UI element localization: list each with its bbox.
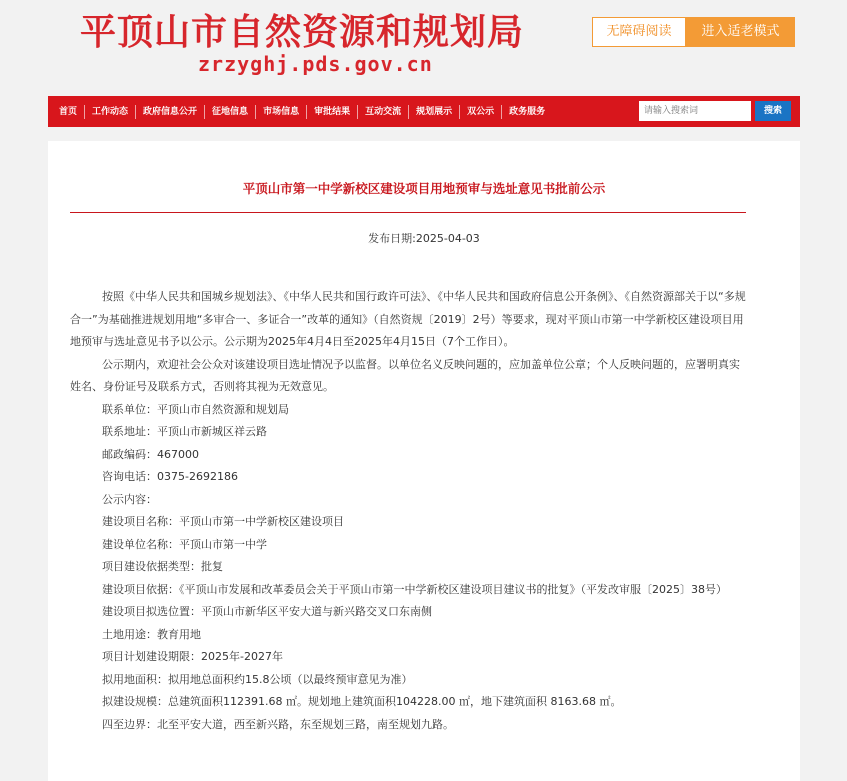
article-container [48, 141, 800, 781]
nav-item-gov-info[interactable]: 政府信息公开 [136, 105, 205, 119]
accessible-reading-button[interactable]: 无障碍阅读 [592, 17, 686, 47]
article-body [70, 286, 746, 736]
paragraph-legal-basis: 按照《中华人民共和国城乡规划法》、《中华人民共和国行政许可法》、《中华人民共和国政府信息公开条例》、《自然资源部关于以“多规合一”为基础推进规划用地“多审合一、多证合一”改革的通知》（自然资规〔2019〕2号）等要求，现对平顶山市第一中学新校区建设项目用地预审与选址意见书予以公示。公示期为2025年4月4日至2025年4月15日（7个工作日）。 [70, 290, 746, 348]
notice-content-heading: 公示内容： [102, 492, 157, 506]
postal-code: 邮政编码：467000 [102, 447, 199, 461]
title-divider [70, 212, 746, 213]
land-use: 土地用途：教育用地 [102, 627, 201, 641]
basis-type: 项目建设依据类型：批复 [102, 560, 223, 573]
phone-number: 咨询电话：0375-2692186 [102, 470, 238, 483]
search-bar [639, 101, 791, 121]
contact-address: 联系地址：平顶山市新城区祥云路 [102, 425, 267, 438]
builder-name: 建设单位名称：平顶山市第一中学 [102, 537, 267, 551]
search-button[interactable]: 搜索 [755, 101, 791, 121]
construction-scale: 拟建设规模：总建筑面积112391.68 ㎡。规划地上建筑面积104228.00 ㎡，地下建筑面积 8163.68 ㎡。 [102, 695, 622, 708]
publish-date: 发布日期:2025-04-03 [368, 232, 480, 245]
land-area: 拟用地面积：拟用地总面积约15.8公顷（以最终预审意见为准） [102, 672, 413, 686]
nav-item-double-publicity[interactable]: 双公示 [460, 105, 502, 119]
contact-unit: 联系单位：平顶山市自然资源和规划局 [102, 402, 289, 416]
nav-item-interaction[interactable]: 互动交流 [358, 105, 409, 119]
nav-item-land-acquisition[interactable]: 征地信息 [205, 105, 256, 119]
boundaries: 四至边界：北至平安大道，西至新兴路，东至规划三路，南至规划九路。 [102, 717, 454, 731]
site-title: 平顶山市自然资源和规划局 [80, 12, 525, 53]
nav-item-gov-services[interactable]: 政务服务 [509, 106, 546, 117]
paragraph-feedback: 公示期内，欢迎社会公众对该建设项目选址情况予以监督。以单位名义反映问题的，应加盖单位公章；个人反映问题的，应署明真实姓名、身份证号及联系方式，否则将其视为无效意见。 [70, 357, 740, 393]
nav-items [48, 96, 552, 127]
proposed-location: 建设项目拟选位置：平顶山市新华区平安大道与新兴路交叉口东南侧 [102, 605, 432, 618]
construction-period: 项目计划建设期限：2025年-2027年 [102, 650, 283, 663]
project-name: 建设项目名称：平顶山市第一中学新校区建设项目 [102, 515, 344, 528]
article-title: 平顶山市第一中学新校区建设项目用地预审与选址意见书批前公示 [242, 181, 606, 196]
elder-mode-button[interactable]: 进入适老模式 [686, 17, 795, 47]
project-basis: 建设项目依据：《平顶山市发展和改革委员会关于平顶山市第一中学新校区建设项目建议书的批复》（平发改审服〔2025〕38号） [102, 582, 727, 596]
search-input[interactable] [639, 101, 751, 121]
nav-item-market-info[interactable]: 市场信息 [256, 105, 307, 119]
nav-item-planning-display[interactable]: 规划展示 [409, 105, 460, 119]
nav-item-approval-results[interactable]: 审批结果 [307, 105, 358, 119]
main-nav [48, 96, 800, 127]
site-header [0, 0, 847, 92]
nav-item-home[interactable]: 首页 [52, 105, 85, 119]
nav-item-work-news[interactable]: 工作动态 [85, 105, 136, 119]
site-domain: zrzyghj.pds.gov.cn [198, 52, 433, 76]
